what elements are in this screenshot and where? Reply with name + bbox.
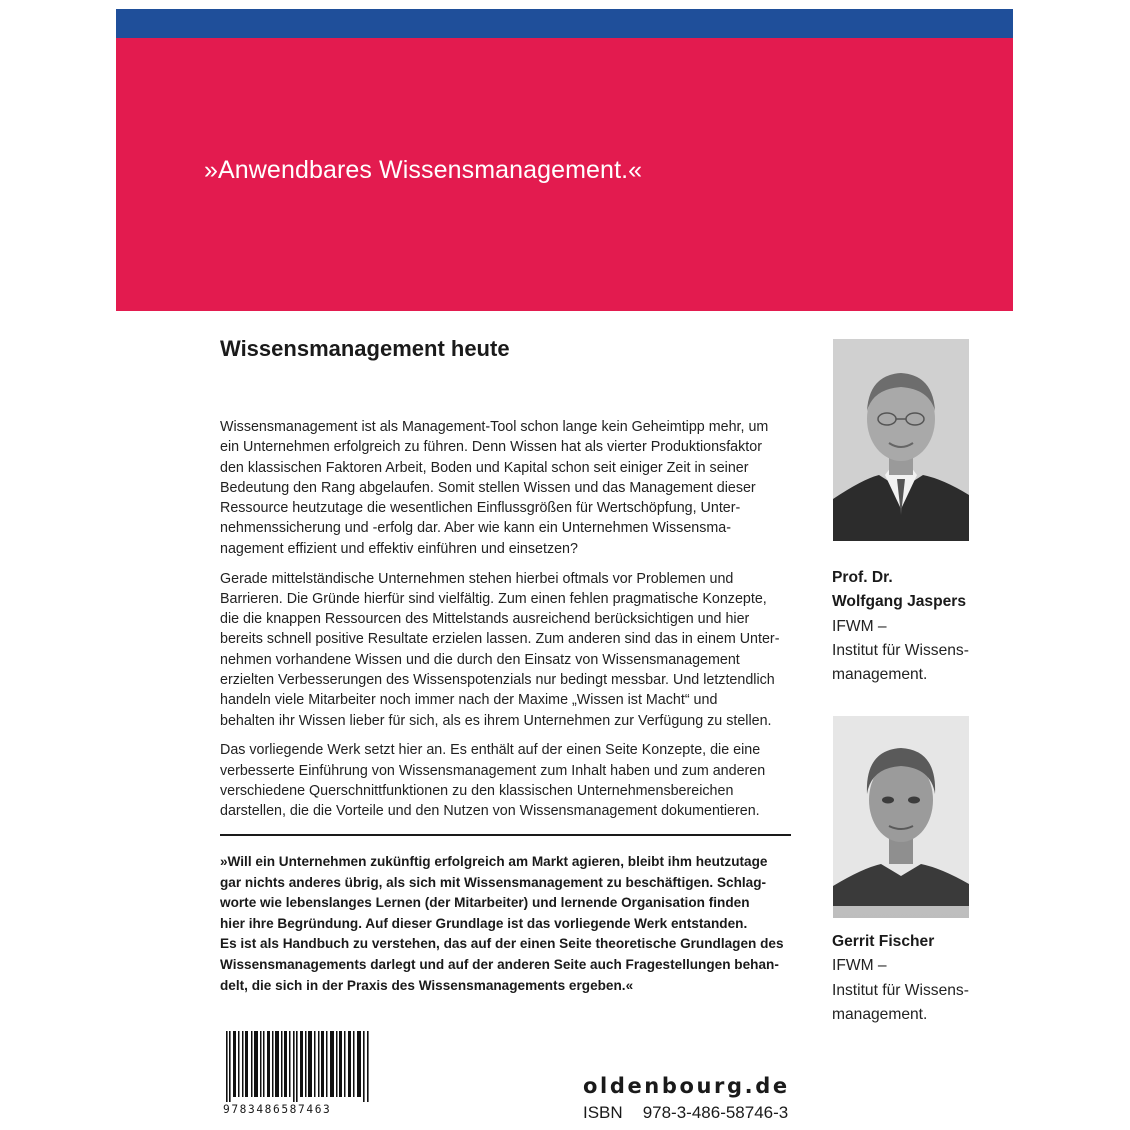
text-line: behalten ihr Wissen lieber für sich, als es ihrem Unternehmen zur Verfügung zu stellen. <box>220 712 772 729</box>
text-line: verbesserte Einführung von Wissensmanagement zum Inhalt haben und zum anderen <box>220 762 766 779</box>
blurb-text <box>220 417 800 831</box>
text-line: verschiedene Querschnittfunktionen zu den klassischen Unternehmensbereichen <box>220 783 734 800</box>
author-affiliation: management. <box>832 666 928 684</box>
author-name: Prof. Dr. <box>832 569 893 586</box>
text-line: Gerade mittelständische Unternehmen stehen hierbei oftmals vor Problemen und <box>220 570 734 587</box>
author-affiliation: Institut für Wissens- <box>832 981 969 999</box>
barcode <box>226 1031 371 1102</box>
quote-line: gar nichts anderes übrig, als sich mit Wissensmanagement zu beschäftigen. Schlag- <box>220 874 767 890</box>
author-name: Wolfgang Jaspers <box>832 593 967 611</box>
header-blue-stripe <box>116 9 1013 38</box>
text-line: ein Unternehmen erfolgreich zu führen. Denn Wissen hat als vierter Produktionsfaktor <box>220 439 762 456</box>
paragraph <box>220 740 800 821</box>
paragraph <box>220 417 800 559</box>
text-line: Ressource heutzutage die wesentlichen Einflussgrößen für Wertschöpfung, Unter- <box>220 500 741 517</box>
author-card <box>832 930 969 1027</box>
isbn <box>583 1103 788 1123</box>
header-band <box>116 38 1013 311</box>
author-affiliation: IFWM – <box>832 957 887 975</box>
text-line: handeln viele Mitarbeiter noch immer nach der Maxime „Wissen ist Macht“ und <box>220 692 718 709</box>
barcode-digits: 9783486587463 <box>223 1103 332 1116</box>
author-affiliation: management. <box>832 1005 928 1023</box>
quote-line: Wissensmanagements darlegt und auf der anderen Seite auch Fragestellungen behan- <box>220 956 779 972</box>
quote-line: hier ihre Begründung. Auf dieser Grundlage ist das vorliegende Werk entstanden. <box>220 915 748 931</box>
text-line: Wissensmanagement ist als Management-Tool schon lange kein Geheimtipp mehr, um <box>220 419 769 435</box>
author-affiliation: IFWM – <box>832 617 887 635</box>
quote-line: Es ist als Handbuch zu verstehen, das auf der einen Seite theoretische Grundlagen des <box>220 936 784 952</box>
author-name: Gerrit Fischer <box>832 933 935 950</box>
text-line: nagement effizient und effektiv einführen und einsetzen? <box>220 540 578 557</box>
paragraph <box>220 569 800 731</box>
author-photo <box>833 716 969 918</box>
tagline: »Anwendbares Wissensmanagement.« <box>204 156 643 184</box>
divider-rule <box>220 834 791 836</box>
author-card <box>832 566 969 687</box>
text-line: bereits schnell positive Resultate erzielen lassen. Zum anderen sind das in einem Unter- <box>220 631 780 648</box>
publisher-website: oldenbourg.de <box>583 1074 790 1098</box>
text-line: nehmenssicherung und -erfolg dar. Aber wie kann ein Unternehmen Wissensma- <box>220 520 731 537</box>
section-title: Wissensmanagement heute <box>220 336 510 361</box>
text-line: erzielten Verbesserungen des Wissenspotenzials nur bedingt messbar. Und letztendlich <box>220 672 775 689</box>
isbn-number: 978-3-486-58746-3 <box>642 1103 789 1122</box>
isbn-label: ISBN <box>583 1103 623 1122</box>
author-photo <box>833 339 969 541</box>
text-line: die die knappen Ressourcen des Mittelstands ausreichend berücksichtigen und hier <box>220 611 750 628</box>
text-line: den klassischen Faktoren Arbeit, Boden und Kapital schon seit einiger Zeit in seiner <box>220 459 749 476</box>
quote-line: delt, die sich in der Praxis des Wissensmanagements ergeben.« <box>220 977 634 993</box>
text-line: Das vorliegende Werk setzt hier an. Es enthält auf der einen Seite Konzepte, die eine <box>220 742 761 759</box>
text-line: Barrieren. Die Gründe hierfür sind vielfältig. Zum einen fehlen pragmatische Konzepte, <box>220 590 767 607</box>
author-affiliation: Institut für Wissens- <box>832 641 969 659</box>
quote-line: »Will ein Unternehmen zukünftig erfolgreich am Markt agieren, bleibt ihm heutzutage <box>220 854 768 869</box>
quote-line: worte wie lebenslanges Lernen (der Mitarbeiter) und lernende Organisation finden <box>220 895 750 911</box>
text-line: nehmen vorhandene Wissen und die durch den Einsatz von Wissensmanagement <box>220 651 740 668</box>
text-line: Bedeutung den Rang abgelaufen. Somit stellen Wissen und das Management dieser <box>220 479 756 496</box>
pull-quote <box>220 852 800 996</box>
text-line: darstellen, die die Vorteile und den Nutzen von Wissensmanagement dokumentieren. <box>220 803 760 820</box>
